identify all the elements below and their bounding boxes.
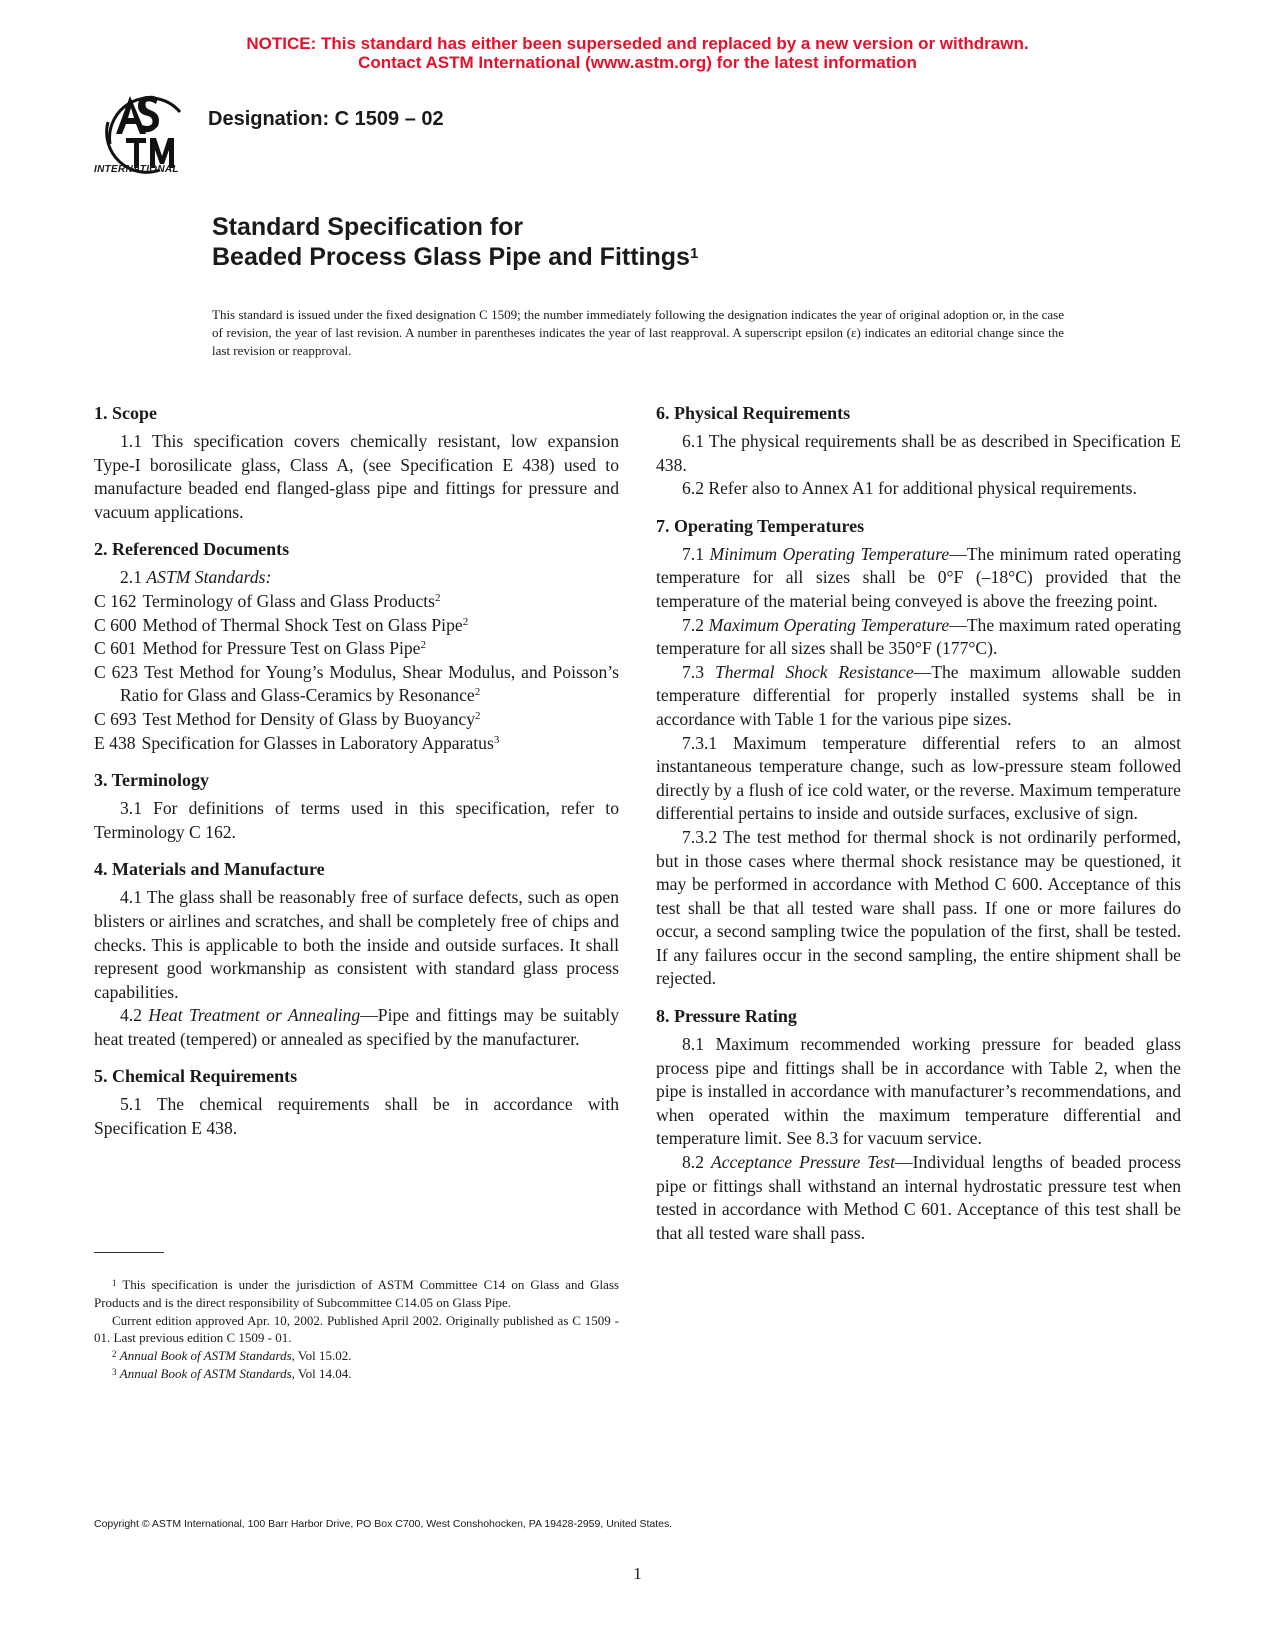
paragraph-term: Heat Treatment or Annealing <box>148 1005 361 1026</box>
left-column <box>94 402 619 1155</box>
paragraph-text: —The maximum rated operating temperature for all sizes shall be 350°F (177°C). <box>656 614 1182 659</box>
paragraph-number: 4.2 <box>120 1005 142 1026</box>
reference-title: Specification for Glasses in Laboratory Apparatus <box>141 732 494 753</box>
reference-item <box>94 661 619 708</box>
footnote-book-title: Annual Book of ASTM Standards <box>119 1365 292 1381</box>
withdrawal-notice <box>0 34 1275 72</box>
footnote-mark: 2 <box>475 709 481 722</box>
section-heading: 7. Operating Temperatures <box>656 515 865 536</box>
paragraph-term: Maximum Operating Temperature <box>708 614 950 635</box>
footnote-text: This specification is under the jurisdiction of ASTM Committee C14 on Glass and Glass Products and is the direct responsibility of Subcommittee C14.05 on Glass Pipe. <box>94 1277 619 1310</box>
paragraph: 4.1 The glass shall be reasonably free of surface defects, such as open blisters or airlines and scratches, and shall be completely free of chips and checks. This is applicable to both the inside and outside surfaces. It shall represent good workmanship as consistent with standard glass process capabilities. <box>94 887 619 1002</box>
paragraph: 6.1 The physical requirements shall be as described in Specification E 438. <box>656 431 1181 475</box>
section-materials <box>94 858 619 1051</box>
section-operating-temperatures <box>656 515 1181 991</box>
notice-line-1: NOTICE: This standard has either been superseded and replaced by a new version or withdrawn. <box>246 34 1029 53</box>
reference-item <box>94 590 619 614</box>
title-line-2-text: Beaded Process Glass Pipe and Fittings <box>212 243 690 271</box>
subsection-title: ASTM Standards: <box>146 567 272 588</box>
reference-title: Method for Pressure Test on Glass Pipe <box>142 638 421 659</box>
reference-code: E 438 <box>94 732 136 753</box>
section-terminology <box>94 769 619 844</box>
reference-item <box>94 732 619 756</box>
footnote-volume: , Vol 14.04. <box>291 1365 352 1381</box>
section-heading: 8. Pressure Rating <box>656 1006 797 1027</box>
reference-code: C 693 <box>94 708 137 729</box>
title-line-1: Standard Specification for <box>212 213 524 241</box>
paragraph-number: 7.1 <box>682 543 704 564</box>
reference-title: Terminology of Glass and Glass Products <box>142 590 435 611</box>
footnote-mark: 2 <box>434 591 441 604</box>
copyright-line: Copyright © ASTM International, 100 Barr Harbor Drive, PO Box C700, West Conshohocken, PA 19428-2959, United States. <box>94 1518 673 1530</box>
designation: Designation: C 1509 – 02 <box>208 108 444 130</box>
paragraph: 3.1 For definitions of terms used in this specification, refer to Terminology C 162. <box>94 798 619 842</box>
paragraph-number: 7.3 <box>682 661 704 682</box>
paragraph-text: —The minimum rated operating temperature for all sizes shall be 0°F (–18°C) provided that the temperature of the material being conveyed is above the freezing point. <box>656 543 1181 611</box>
section-physical <box>656 402 1181 501</box>
footnote-2 <box>94 1347 619 1365</box>
footnote-mark: 2 <box>420 639 426 652</box>
paragraph-term: Thermal Shock Resistance <box>714 661 914 682</box>
paragraph-term: Acceptance Pressure Test <box>711 1152 896 1173</box>
title-line-2 <box>212 242 698 272</box>
right-column <box>656 402 1181 1259</box>
section-referenced-documents <box>94 538 619 755</box>
reference-code: C 162 <box>94 590 137 611</box>
section-heading: 2. Referenced Documents <box>94 539 290 560</box>
reference-code: C 600 <box>94 614 137 635</box>
footnote-mark: 2 <box>112 1349 117 1360</box>
footnote-divider <box>94 1252 164 1253</box>
issuance-note: This standard is issued under the fixed designation C 1509; the number immediately following the designation indicates the year of original adoption or, in the case of revision, the year of last revision. A number in parentheses indicates the year of last reapproval. A superscript epsilon (ε) indicates an editorial change since the last revision or reapproval. <box>212 307 1064 358</box>
footnote-1 <box>94 1276 619 1312</box>
paragraph: 1.1 This specification covers chemically resistant, low expansion Type-I borosilicate glass, Class A, (see Specification E 438) used to manufacture beaded end flanged-glass pipe and fittings for pressure and vacuum applications. <box>94 431 619 522</box>
paragraph-number: 8.2 <box>682 1152 704 1173</box>
subsection-number: 2.1 <box>120 567 142 588</box>
paragraph: 5.1 The chemical requirements shall be in accordance with Specification E 438. <box>94 1094 619 1139</box>
section-heading: 1. Scope <box>94 403 157 423</box>
footnote-1-edition: Current edition approved Apr. 10, 2002. Published April 2002. Originally published as C 1509 - 01. Last previous edition C 1509 - 01. <box>94 1312 619 1346</box>
document-title <box>212 212 698 272</box>
paragraph <box>94 1004 619 1051</box>
reference-item <box>94 614 619 638</box>
section-heading: 3. Terminology <box>94 770 210 791</box>
logo-caption: INTERNATIONAL <box>94 164 179 175</box>
section-pressure-rating <box>656 1005 1181 1245</box>
footnote-mark: 1 <box>112 1278 117 1288</box>
footnote-mark: 3 <box>112 1366 117 1377</box>
reference-item <box>94 637 619 661</box>
reference-code: C 601 <box>94 638 137 659</box>
paragraph: 6.2 Refer also to Annex A1 for additional physical requirements. <box>682 478 1137 499</box>
paragraph-text: —The maximum allowable sudden temperature differential for properly installed systems shall be in accordance with Table 1 for the various pipe sizes. <box>656 661 1181 729</box>
paragraph: 7.3.1 Maximum temperature differential refers to an almost instantaneous temperature change, such as low-pressure steam followed directly by a flush of ice cold water, or the reverse. Maximum temperature differential pertains to inside and outside surfaces, exclusive of sign. <box>656 732 1181 824</box>
reference-item <box>94 708 619 732</box>
footnote-mark: 2 <box>462 615 469 628</box>
page-number: 1 <box>633 1564 642 1583</box>
paragraph <box>656 614 1181 661</box>
section-scope <box>94 402 619 524</box>
paragraph: 8.1 Maximum recommended working pressure for beaded glass process pipe and fittings shall be in accordance with Table 2, when the pipe is installed in accordance with manufacturer’s recommendations, and when operated within the maximum temperature differential and temperature limit. See 8.3 for vacuum service. <box>656 1034 1181 1149</box>
reference-title: Method of Thermal Shock Test on Glass Pipe <box>142 614 463 635</box>
reference-code: C 623 <box>94 661 139 682</box>
paragraph: 7.3.2 The test method for thermal shock is not ordinarily performed, but in those cases where thermal shock resistance may be questioned, it may be performed in accordance with Method C 600. Acceptance of this test shall be that all tested ware shall pass. If one or more failures do occur, a second sampling twice the population of the first, shall be tested. If any failures occur in the second sampling, the entire shipment shall be rejected. <box>656 826 1181 989</box>
paragraph-text: —Individual lengths of beaded process pipe or fittings shall withstand an internal hydrostatic pressure test when tested in accordance with Method C 601. Acceptance of this test shall be that all tested ware shall pass. <box>656 1152 1181 1243</box>
section-heading: 5. Chemical Requirements <box>94 1066 298 1087</box>
footnote-mark: 2 <box>474 686 481 699</box>
footnote-mark: 3 <box>493 733 500 746</box>
reference-title: Test Method for Young’s Modulus, Shear Modulus, and Poisson’s Ratio for Glass and Glass-Ceramics by Resonance <box>120 661 620 706</box>
notice-line-2: Contact ASTM International (www.astm.org) for the latest information <box>358 53 917 72</box>
section-heading: 4. Materials and Manufacture <box>94 859 325 880</box>
footnote-book-title: Annual Book of ASTM Standards <box>119 1348 292 1364</box>
paragraph <box>656 543 1181 614</box>
paragraph-text: —Pipe and fittings may be suitably heat treated (tempered) or annealed as specified by the manufacturer. <box>94 1005 619 1049</box>
paragraph <box>656 1151 1181 1245</box>
footnote-3 <box>94 1365 619 1383</box>
paragraph <box>656 661 1181 732</box>
footnotes <box>94 1276 619 1383</box>
section-heading: 6. Physical Requirements <box>656 403 851 423</box>
section-chemical <box>94 1065 619 1140</box>
paragraph-number: 7.2 <box>682 614 704 635</box>
title-footnote-mark: 1 <box>689 245 699 262</box>
subsection-label <box>94 566 619 590</box>
reference-title: Test Method for Density of Glass by Buoyancy <box>142 708 476 729</box>
paragraph-term: Minimum Operating Temperature <box>709 543 950 564</box>
footnote-volume: , Vol 15.02. <box>291 1348 352 1364</box>
